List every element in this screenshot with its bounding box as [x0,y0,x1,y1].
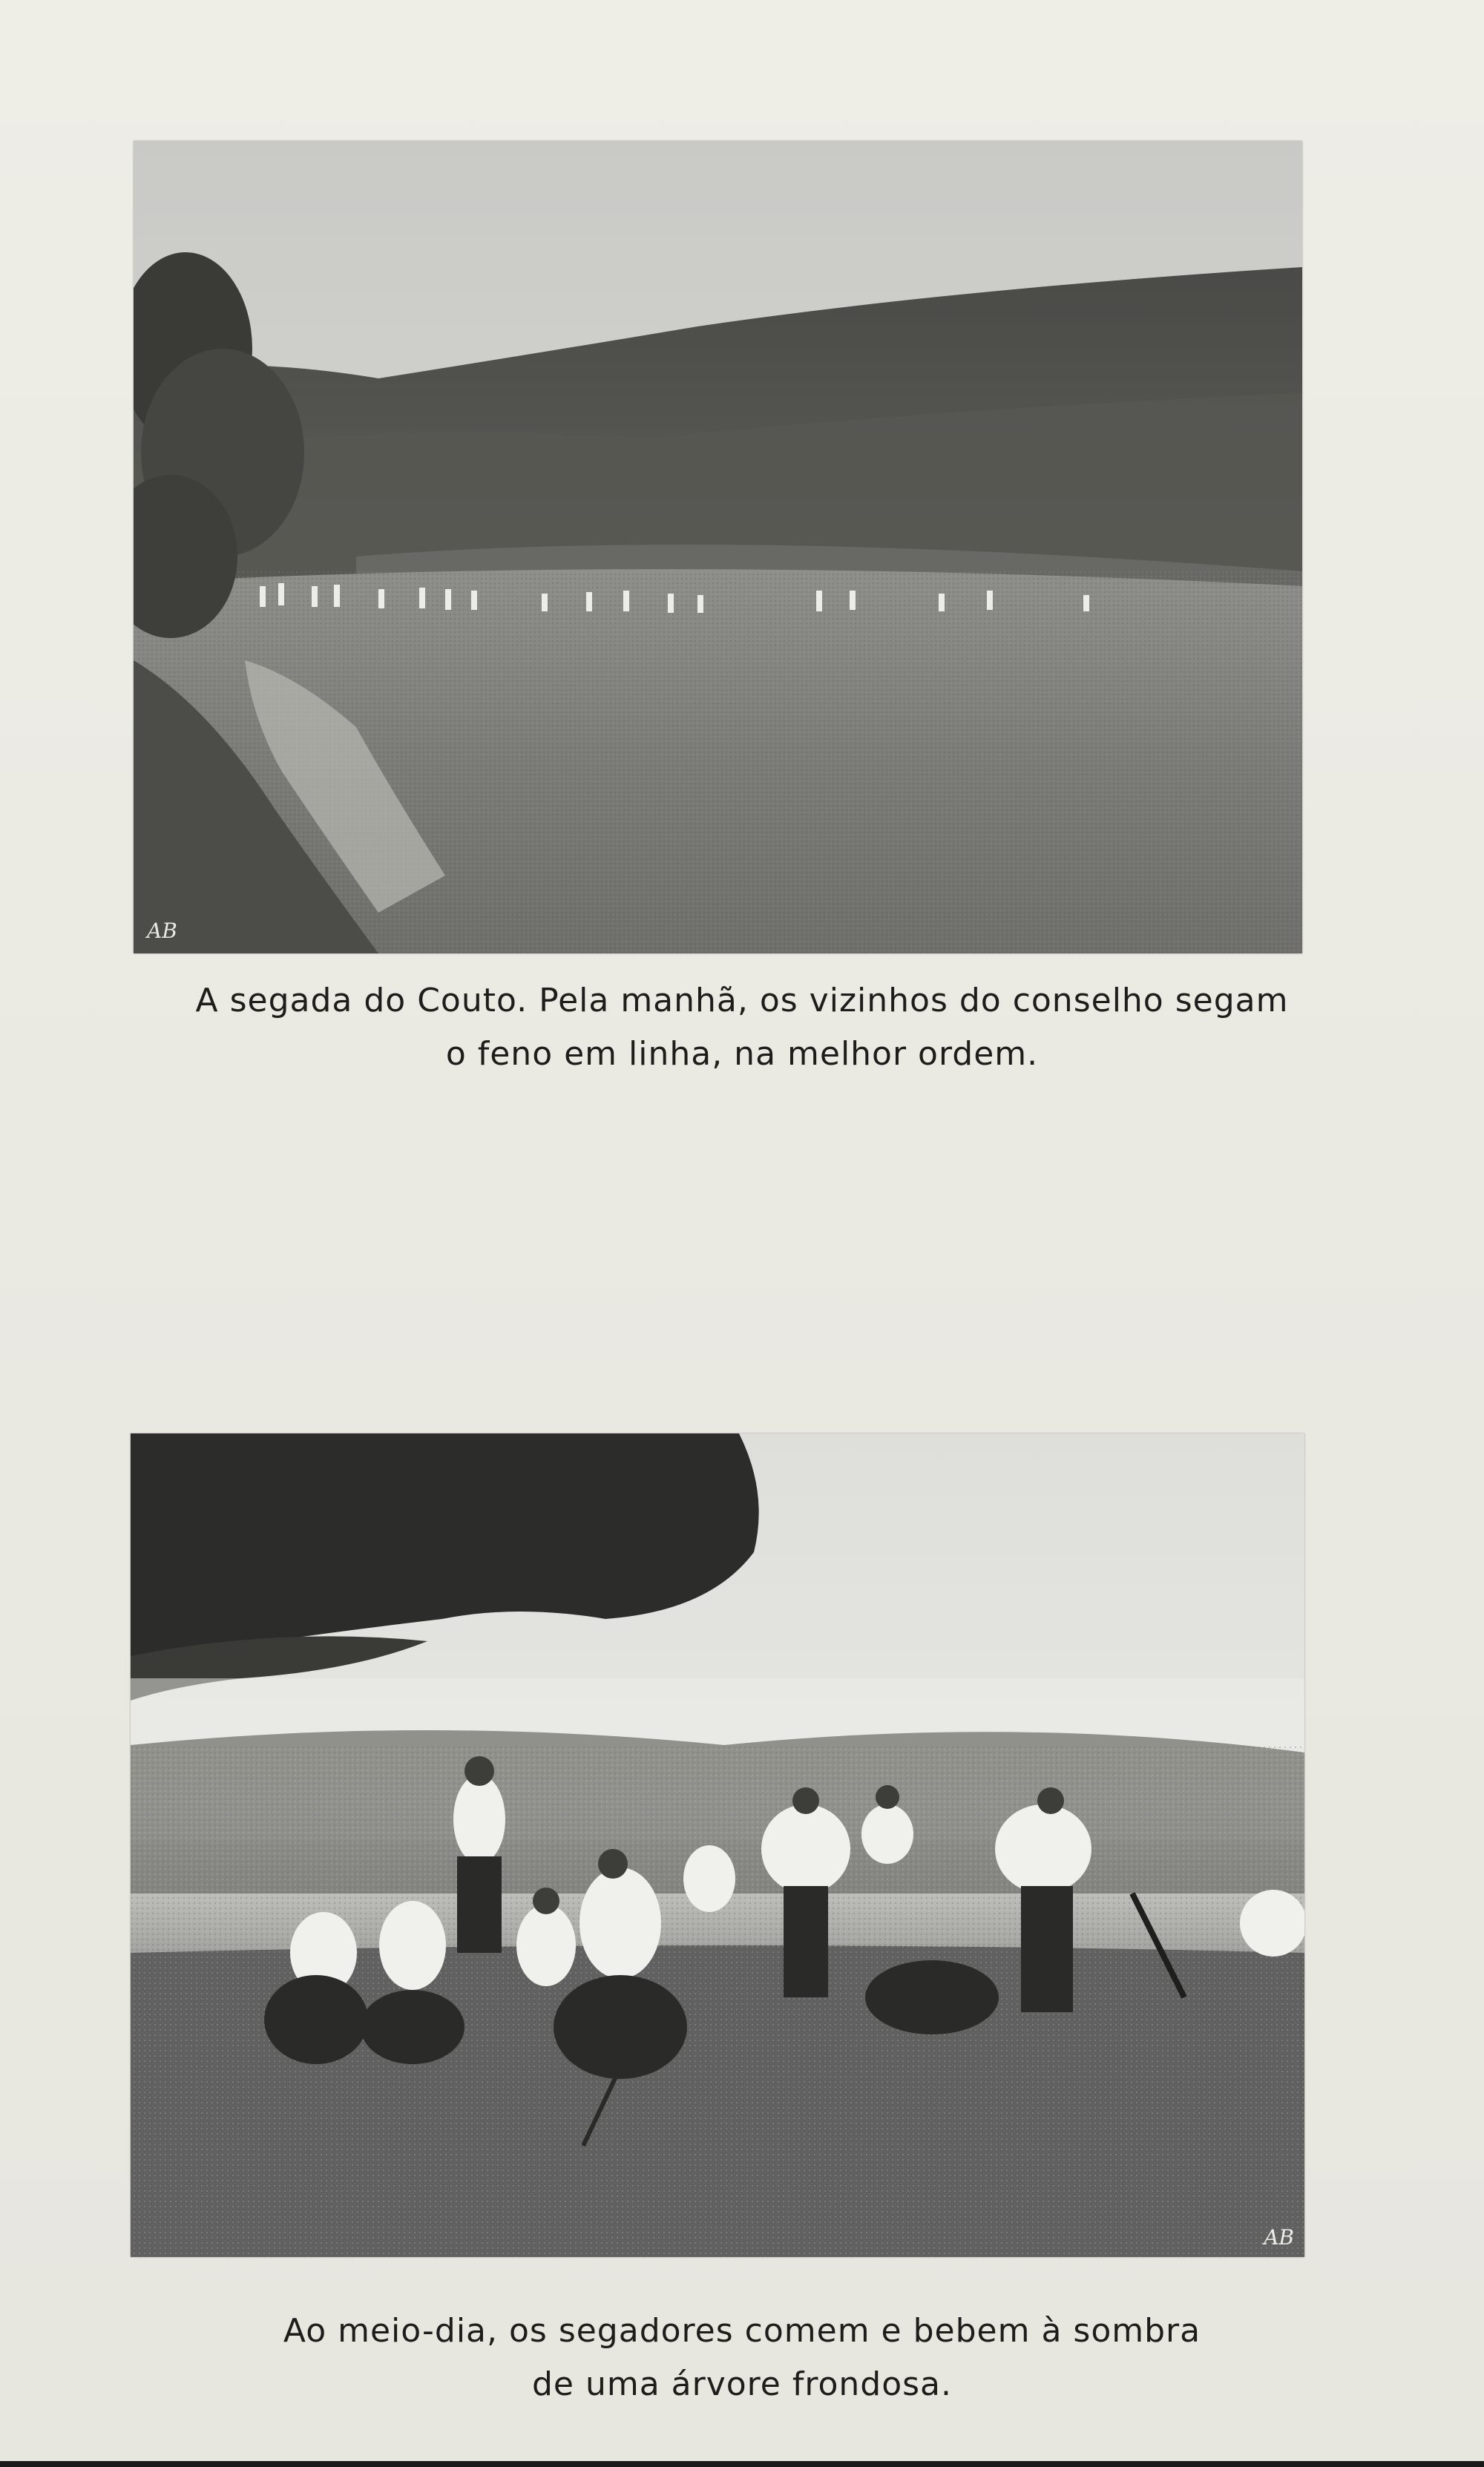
photographer-monogram: AB [147,919,177,943]
caption-line: A segada do Couto. Pela manhã, os vizinhos do conselho segam [195,982,1289,1019]
photographer-monogram: AB [1264,2225,1294,2250]
caption-midday-meal [74,2305,1410,2411]
photo-midday-meal-image [131,1433,1304,2257]
page-bottom-edge [0,2461,1484,2467]
photo-hay-mowing-image [134,141,1302,953]
caption-line: Ao meio-dia, os segadores comem e bebem à sombra [283,2312,1201,2350]
photo-hay-mowing [134,141,1302,953]
photo-midday-meal [131,1433,1304,2257]
caption-hay-mowing [74,974,1410,1081]
caption-line: de uma árvore frondosa. [531,2365,953,2403]
caption-line: o feno em linha, na melhor ordem. [445,1035,1039,1073]
